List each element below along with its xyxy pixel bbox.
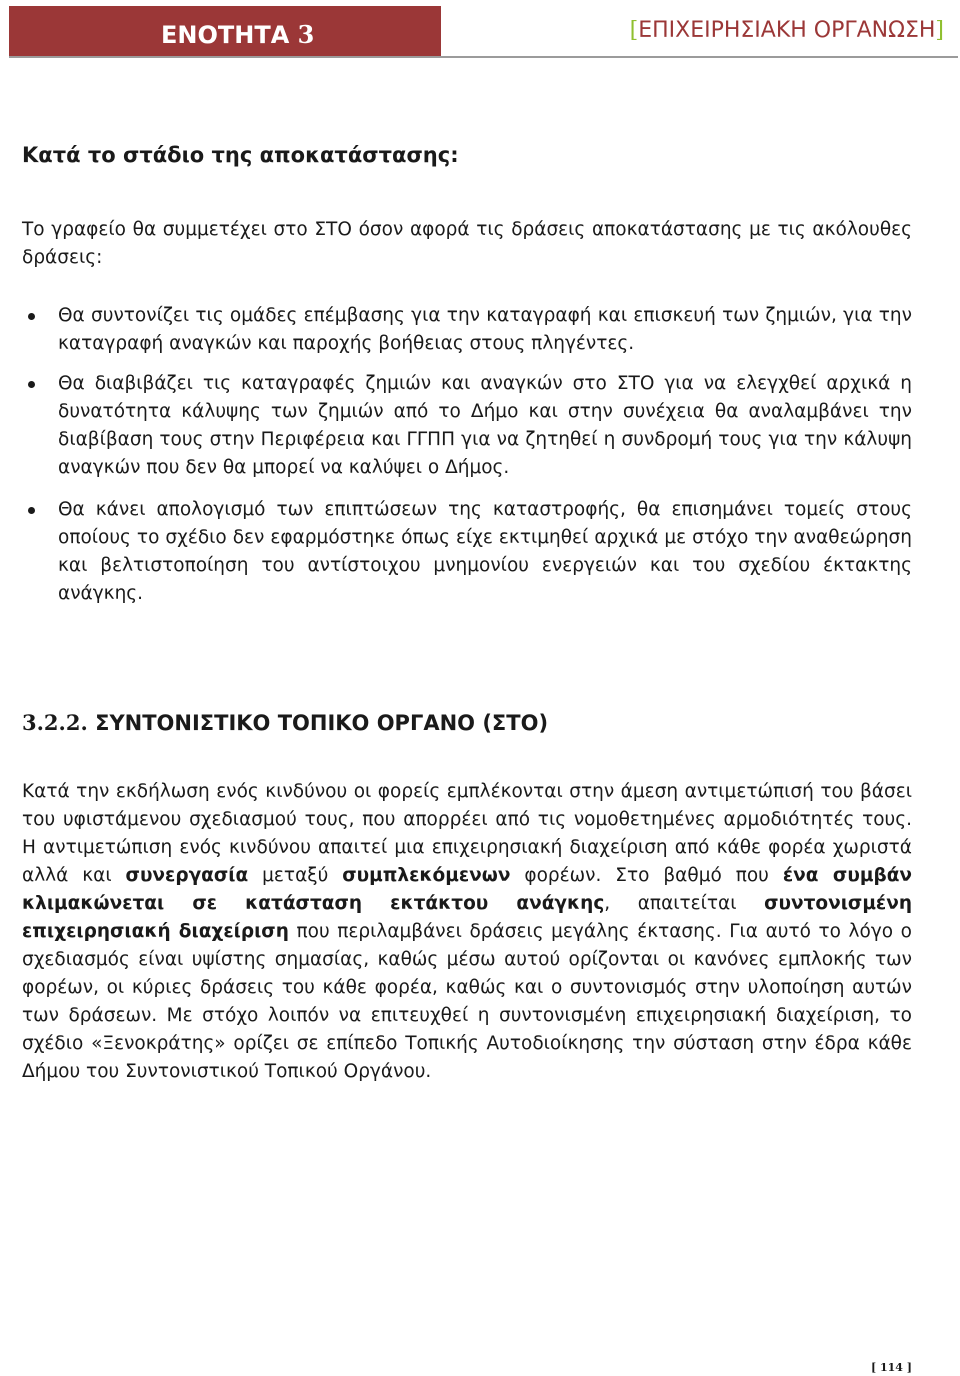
subsection-number: 3.2.2.	[22, 710, 88, 735]
bullet-icon	[28, 507, 35, 514]
bullet-icon	[28, 313, 35, 320]
subsection-heading	[22, 710, 548, 735]
restoration-heading: Κατά το στάδιο της αποκατάστασης:	[22, 143, 459, 167]
bracket-open: [	[629, 18, 639, 43]
list-item-text: Θα συντονίζει τις ομάδες επέμβασης για την καταγραφή και επισκευή των ζημιών, για την καταγραφή αναγκών και παροχής βοήθειας στους πληγέντες.	[58, 305, 912, 354]
text-run: , απαιτείται	[604, 893, 765, 914]
text-run: Κατά την εκδήλωση ενός κινδύνου οι φορείς εμπλέκονται στην άμεση αντιμετώπισή του βάσει του υφιστάμενου σχεδιασμού τους, που απορρέει από τις νομοθετημένες αρμοδιότητές τους. Η αντιμετώπιση ενός κινδύνου απαιτεί μια επιχειρησιακή διαχείριση από κάθε φορέα χωριστά αλλά και	[22, 781, 912, 886]
subsection-paragraph	[22, 778, 912, 1086]
text-run: που περιλαμβάνει δράσεις μεγάλης έκτασης. Για αυτό το λόγο ο σχεδιασμός είναι υψίστης σημασίας, καθώς μέσω αυτού ορίζονται οι κανόνες εμπλοκής των φορέων, οι κύριες δράσεις του κάθε φορέα, καθώς και ο συντονισμός στην υλοποίηση αυτών των δράσεων. Με στόχο λοιπόν να επιτευχθεί η συντονισμένη επιχειρησιακή διαχείριση, το σχέδιο «Ξενοκράτης» ορίζει σε επίπεδο Τοπικής Αυτοδιοίκησης την σύσταση στην έδρα κάθε Δήμου του Συντονιστικού Τοπικού Οργάνου.	[22, 921, 913, 1082]
bracket-close: ]	[935, 18, 944, 43]
list-item	[22, 370, 912, 482]
subsection-body	[22, 778, 912, 1086]
emphasis-emergency: ένα συμβάν κλιμακώνεται σε κατάσταση εκτάκτου ανάγκης	[22, 865, 913, 914]
subsection-title: ΣΥΝΤΟΝΙΣΤΙΚΟ ΤΟΠΙΚΟ ΟΡΓΑΝΟ (ΣΤΟ)	[95, 711, 549, 735]
text-run: φορέων. Στο βαθμό που	[510, 865, 783, 886]
page-number: [ 114 ]	[870, 1361, 912, 1374]
emphasis-coordinated-management: συντονισμένη επιχειρησιακή διαχείριση	[22, 893, 912, 942]
text-run: μεταξύ	[248, 865, 343, 886]
restoration-intro: Το γραφείο θα συμμετέχει στο ΣΤΟ όσον αφορά τις δράσεις αποκατάστασης με τις ακόλουθες δράσεις:	[22, 219, 912, 268]
chapter-title	[630, 18, 944, 43]
section-word: ΕΝΟΤΗΤΑ	[161, 21, 290, 49]
header-divider	[9, 56, 958, 58]
emphasis-involved: συμπλεκόμενων	[342, 865, 511, 886]
list-item-text: Θα διαβιβάζει τις καταγραφές ζημιών και αναγκών στο ΣΤΟ για να ελεγχθεί αρχικά η δυνατότητα κάλυψης των ζημιών από το Δήμο και στην συνέχεια θα αναλαμβάνει την διαβίβαση τους στην Περιφέρεια και ΓΓΠΠ για να ζητηθεί η συνδρομή τους για την κάλυψη αναγκών που δεν θα μπορεί να καλύψει ο Δήμος.	[58, 373, 912, 478]
list-item	[22, 496, 912, 608]
restoration-intro-block	[22, 216, 912, 272]
restoration-bullet-list	[22, 302, 912, 608]
section-banner	[9, 6, 441, 56]
bullet-icon	[28, 381, 35, 388]
emphasis-cooperation: συνεργασία	[125, 865, 249, 886]
list-item-text: Θα κάνει απολογισμό των επιπτώσεων της καταστροφής, θα επισημάνει τομείς στους οποίους το σχέδιο δεν εφαρμόστηκε όπως είχε εκτιμηθεί αρχικά με στόχο την αναθεώρηση και βελτιστοποίηση του αντίστοιχου μνημονίου ενεργειών και του σχεδίου έκτακτης ανάγκης.	[58, 499, 912, 604]
list-item	[22, 302, 912, 358]
chapter-title-text: ΕΠΙΧΕΙΡΗΣΙΑΚΗ ΟΡΓΑΝΩΣΗ	[638, 18, 936, 43]
section-label	[161, 6, 314, 56]
section-number: 3	[297, 20, 315, 49]
